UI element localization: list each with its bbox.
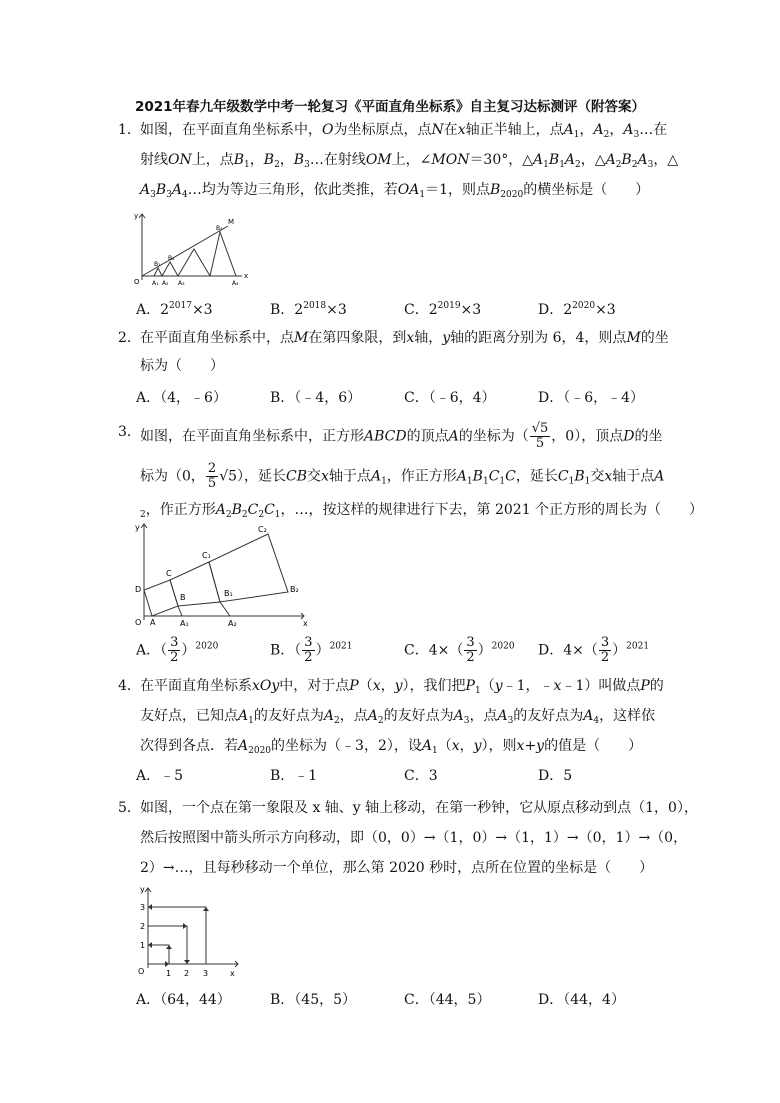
- q1-option-a[interactable]: A．$2^{2017}\times 3$: [136, 301, 213, 318]
- page-title: 2021年春九年级数学中考一轮复习《平面直角坐标系》自主复习达标测评（附答案）: [134, 99, 646, 115]
- q5-option-b[interactable]: B．（45，5）: [270, 992, 357, 1008]
- q5-fig-x3: 3: [203, 969, 209, 978]
- q5-option-c[interactable]: C．（44，5）: [404, 992, 491, 1008]
- q3-option-d[interactable]: D．4×（ $\frac{3}{2}$ ）$^{2021}$: [538, 635, 650, 665]
- q5-fig-x2: 2: [184, 969, 190, 978]
- q4-option-a[interactable]: A．﹣5: [136, 768, 184, 784]
- q5-fig-y: y: [140, 885, 145, 894]
- q1-fig-B2: B₂: [168, 255, 175, 262]
- q4-option-d[interactable]: D．5: [538, 768, 573, 784]
- q2-option-d[interactable]: D．（﹣6，﹣4）: [538, 390, 645, 406]
- q5-line3: 2）→…，且每秒移动一个单位，那么第 2020 秒时，点所在位置的坐标是（ ）: [140, 860, 654, 876]
- q3-fig-A1: A₁: [180, 619, 189, 628]
- q3-fig-B: B: [180, 593, 186, 602]
- q3-line3: $_2$，作正方形$A_2B_2C_2C_1$，…，按这样的规律进行下去，第 2021 个正方形的周长为（ ）: [140, 502, 704, 520]
- q3-number: 3．: [118, 424, 141, 440]
- q1-fig-y: y: [134, 212, 139, 220]
- q3-fig-B2: B₂: [290, 585, 299, 594]
- q3-option-b[interactable]: B．（ $\frac{3}{2}$ ）$^{2021}$: [270, 635, 353, 665]
- q3-fig-y: y: [135, 523, 140, 532]
- q2-line1: 在平面直角坐标系中，点M在第四象限，到x轴，y轴的距离分别为 6，4，则点M的坐: [140, 330, 669, 346]
- q5-fig-x1: 1: [166, 969, 172, 978]
- q5-number: 5．: [118, 800, 141, 816]
- q1-fig-x: x: [244, 272, 249, 280]
- q1-fig-A4: A₄: [232, 280, 239, 287]
- q4-option-c[interactable]: C．3: [404, 768, 438, 784]
- q1-fig-A1: A₁: [152, 280, 159, 287]
- q5-option-a[interactable]: A．（64，44）: [136, 992, 231, 1008]
- q3-line1: 如图，在平面直角坐标系中，正方形ABCD的顶点A的坐标为（ $\frac{√5}{5}$ ，0），顶点D的坐: [140, 421, 663, 451]
- q5-fig-x: x: [230, 969, 235, 978]
- q4-number: 4．: [118, 678, 141, 694]
- q1-line2: 射线ON上，点$B_1$，$B_2$，$B_3\dots$在射线OM上，∠MON＝30°，$\triangle A_1B_1A_2$，$\triangle A_2B_2A_3$，△: [140, 152, 679, 170]
- q5-line1: 如图，一个点在第一象限及 x 轴、y 轴上移动，在第一秒钟，它从原点移动到点（1，0），: [140, 800, 698, 816]
- q1-fig-B3: B₃: [216, 225, 223, 232]
- q2-option-a[interactable]: A．（4，﹣6）: [136, 390, 227, 406]
- q3-fig-C: C: [166, 569, 172, 578]
- q5-fig-y1: 1: [140, 941, 146, 950]
- q1-fig-B1: B₁: [154, 261, 161, 268]
- q4-line2: 友好点，已知点$A_1$的友好点为$A_2$，点$A_2$的友好点为$A_3$，点$A_3$的友好点为$A_4$，这样依: [140, 708, 656, 726]
- q1-option-c[interactable]: C．$2^{2019}\times 3$: [404, 301, 482, 318]
- q3-option-a[interactable]: A．（ $\frac{3}{2}$ ）$^{2020}$: [136, 635, 219, 665]
- q2-line2: 标为（ ）: [140, 358, 224, 374]
- q3-fig-A2: A₂: [228, 619, 237, 628]
- q1-number: 1．: [118, 122, 141, 138]
- q3-line2: 标为（0， $\frac{2}{5}$ √5），延长CB交x轴于点$A_1$，作正方形$A_1B_1C_1C$，延长$C_1B_1$交x轴于点A: [140, 461, 665, 491]
- q3-fig-B1: B₁: [224, 589, 233, 598]
- q1-fig-O: O: [134, 278, 140, 286]
- q1-option-d[interactable]: D．$2^{2020}\times 3$: [538, 301, 616, 318]
- q5-fig-O: O: [138, 967, 145, 976]
- q3-fig-x: x: [303, 619, 308, 628]
- q5-line2: 然后按照图中箭头所示方向移动，即（0，0）→（1，0）→（1，1）→（0，1）→（0，: [140, 830, 688, 846]
- q4-line1: 在平面直角坐标系xOy中，对于点P（x，y），我们把$P_1(y﹣1$，﹣x﹣1）叫做点P的: [140, 678, 664, 696]
- q3-fig-D: D: [135, 585, 142, 594]
- q1-figure: [132, 208, 252, 288]
- q3-option-c[interactable]: C．4×（ $\frac{3}{2}$ ）$^{2020}$: [404, 635, 515, 665]
- q3-fig-A: A: [150, 618, 156, 627]
- q1-option-b[interactable]: B．$2^{2018}\times 3$: [270, 301, 347, 318]
- q5-figure: [132, 884, 247, 979]
- q5-fig-y2: 2: [140, 922, 146, 931]
- q3-fig-C2: C₂: [258, 525, 267, 534]
- q2-number: 2．: [118, 330, 141, 346]
- q1-line1: 如图，在平面直角坐标系中，O为坐标原点，点N在x轴正半轴上，点$A_1$，$A_2$，$A_3\dots$在: [140, 122, 668, 140]
- q4-option-b[interactable]: B．﹣1: [270, 768, 318, 784]
- q3-fig-O: O: [135, 618, 142, 627]
- q2-option-c[interactable]: C．（﹣6，4）: [404, 390, 496, 406]
- q5-fig-y3: 3: [140, 903, 146, 912]
- q1-fig-A3: A₃: [178, 280, 185, 287]
- q2-option-b[interactable]: B．（﹣4，6）: [270, 390, 362, 406]
- q1-fig-A2: A₂: [162, 280, 169, 287]
- q5-option-d[interactable]: D．（44，4）: [538, 992, 625, 1008]
- q3-fig-C1: C₁: [202, 551, 211, 560]
- q1-fig-M: M: [228, 218, 235, 226]
- q1-line3: $A_3B_3A_4\dots$均为等边三角形，依此类推，若$OA_1=1$，则点$B_{2020}$的横坐标是（ ）: [140, 182, 650, 200]
- q3-figure: [132, 520, 312, 630]
- q4-line3: 次得到各点．若$A_{2020}$的坐标为（﹣3，2），设$A_1(x$，y），则x+y的值是（ ）: [140, 738, 643, 756]
